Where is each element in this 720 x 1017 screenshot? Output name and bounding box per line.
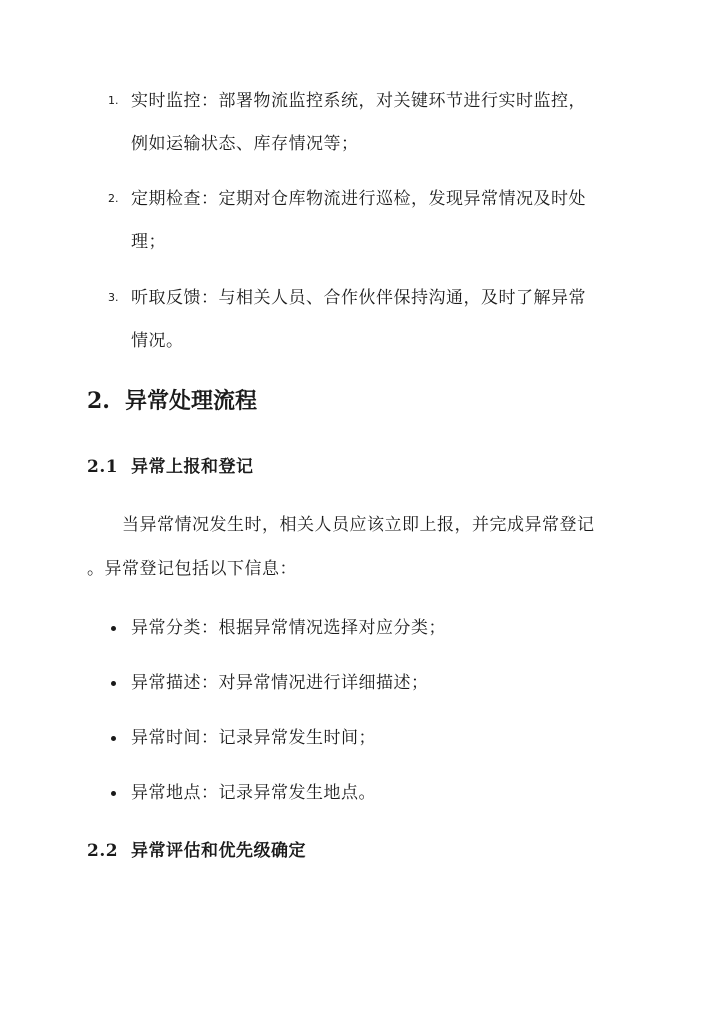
subsection-title: 异常评估和优先级确定 (131, 841, 306, 861)
bullet-icon (111, 626, 116, 631)
list-item-text-continued: 情况。 (131, 331, 184, 351)
list-item-text: 听取反馈：与相关人员、合作伙伴保持沟通，及时了解异常 (131, 288, 586, 308)
list-number: 1. (108, 94, 119, 107)
list-item-text: 异常地点：记录异常发生地点。 (131, 783, 376, 803)
section-number: 2. (87, 388, 110, 414)
list-item-text-continued: 理； (131, 232, 166, 252)
subsection-number: 2.2 (87, 841, 119, 861)
list-number: 3. (108, 291, 119, 304)
bullet-icon (111, 791, 116, 796)
list-item-text: 异常描述：对异常情况进行详细描述； (131, 673, 429, 693)
list-number: 2. (108, 192, 119, 205)
list-item-text: 异常分类：根据异常情况选择对应分类； (131, 618, 446, 638)
bullet-icon (111, 736, 116, 741)
paragraph-line: 当异常情况发生时，相关人员应该立即上报，并完成异常登记 (122, 515, 595, 535)
list-item-text: 定期检查：定期对仓库物流进行巡检，发现异常情况及时处 (131, 189, 586, 209)
subsection-number: 2.1 (87, 457, 119, 477)
subsection-title: 异常上报和登记 (131, 457, 254, 477)
list-item-text: 异常时间：记录异常发生时间； (131, 728, 376, 748)
section-title: 异常处理流程 (125, 388, 258, 414)
paragraph-line: 。异常登记包括以下信息： (87, 559, 297, 579)
list-item-text-continued: 例如运输状态、库存情况等； (131, 134, 359, 154)
bullet-icon (111, 681, 116, 686)
list-item-text: 实时监控：部署物流监控系统，对关键环节进行实时监控， (131, 91, 586, 111)
